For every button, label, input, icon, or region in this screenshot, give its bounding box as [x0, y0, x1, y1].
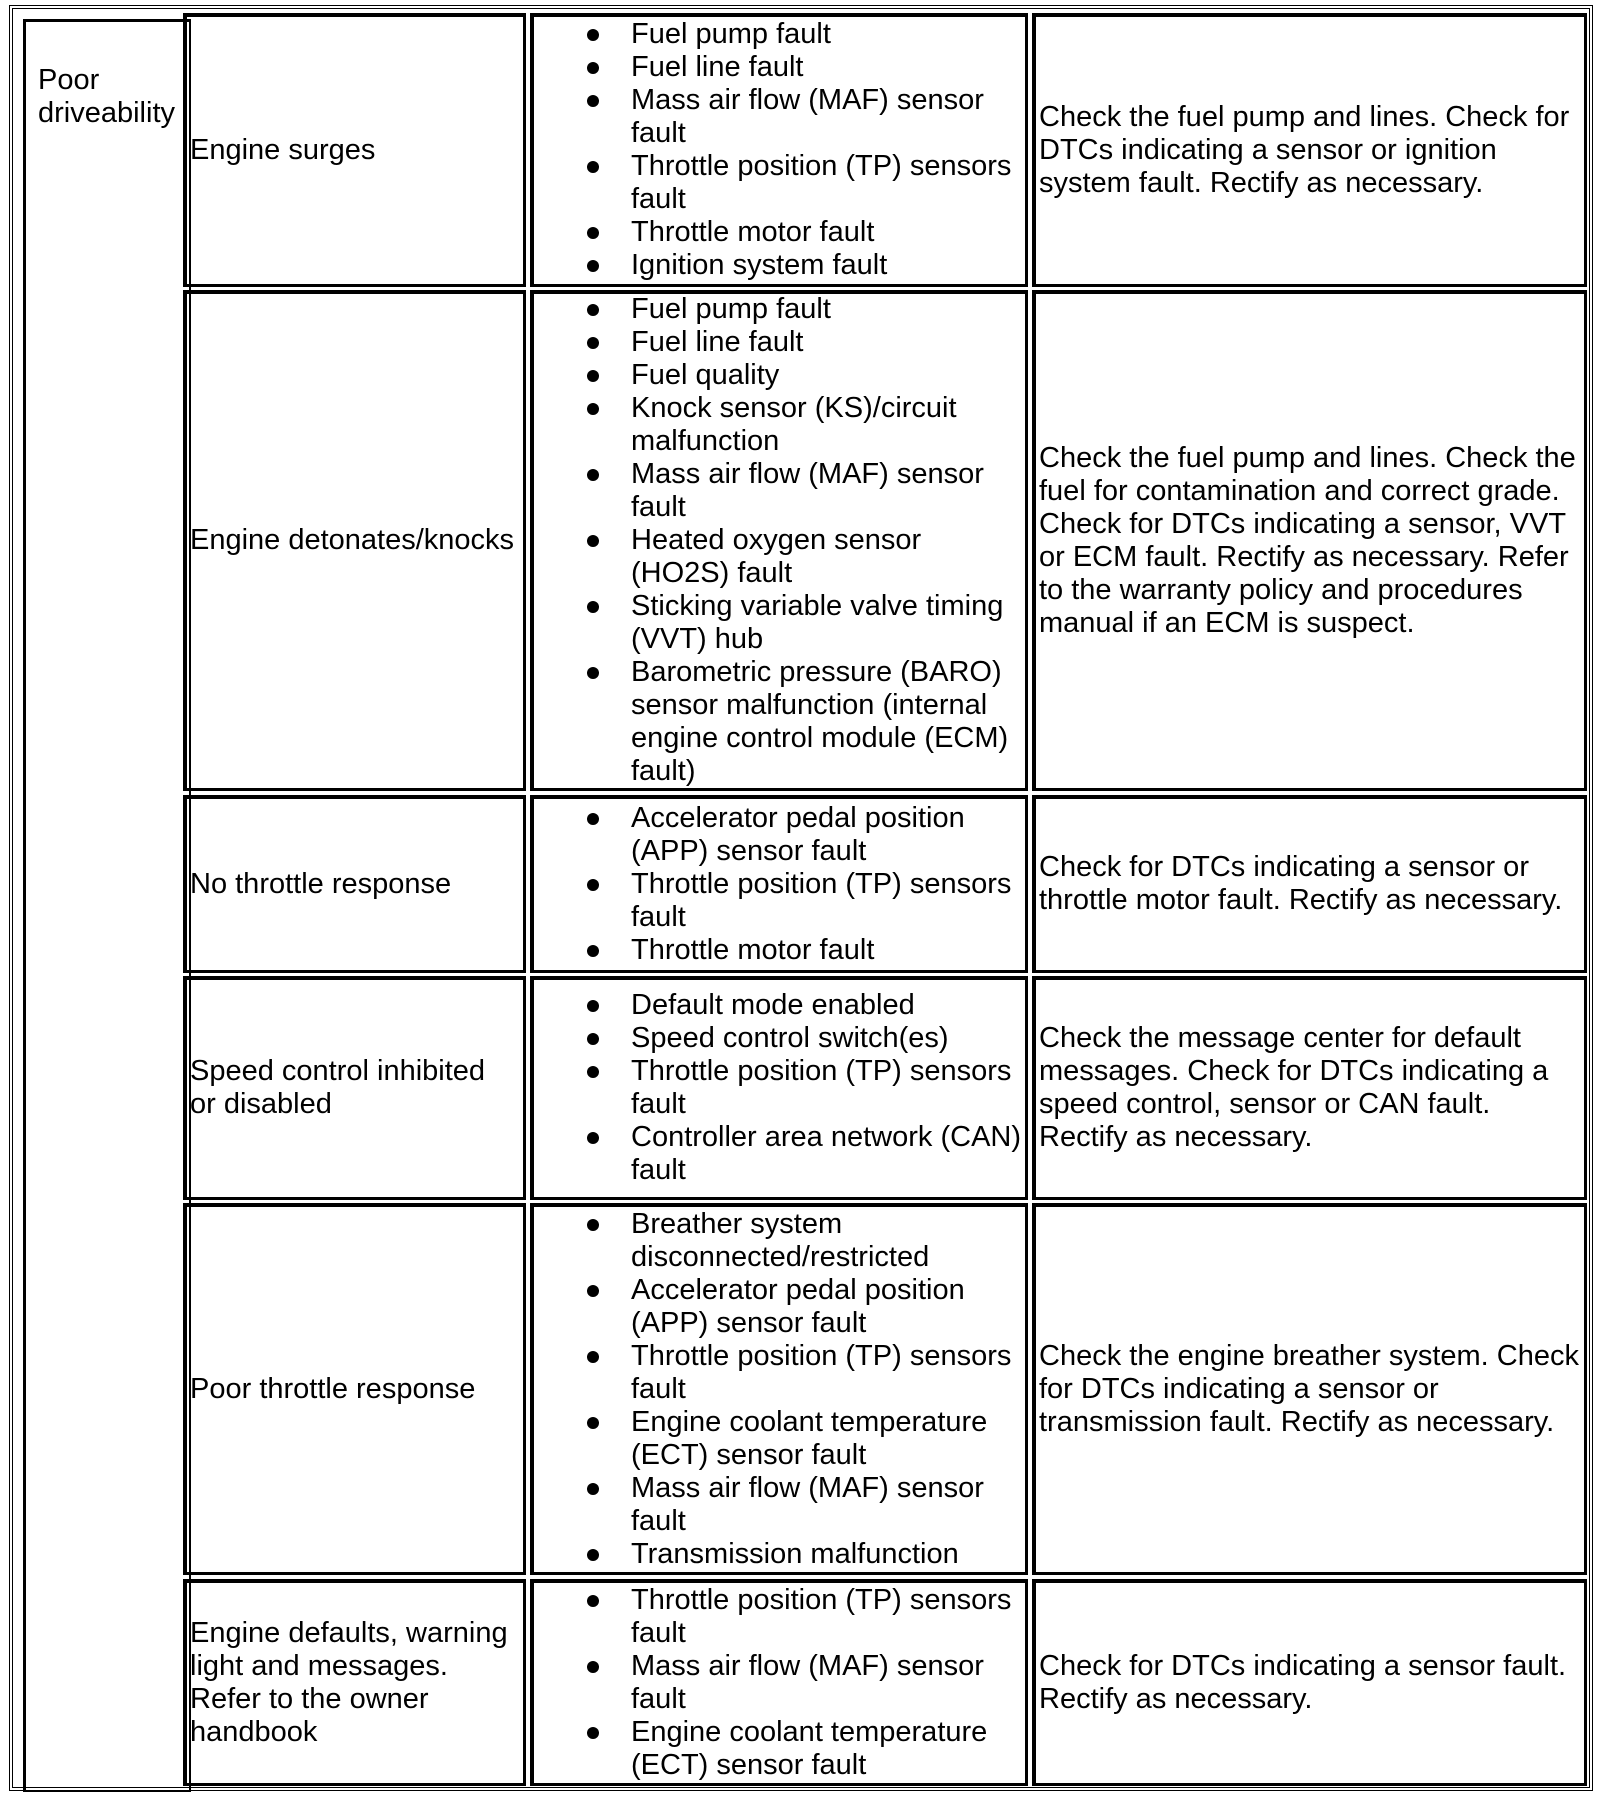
symptom-cell: [183, 1579, 526, 1786]
action-cell: [1032, 290, 1587, 791]
causes-cell: [530, 13, 1028, 287]
list-item: Throttle motor fault: [631, 216, 1025, 249]
list-item: Transmission malfunction: [631, 1538, 1025, 1571]
action-cell: [1032, 976, 1587, 1200]
list-item: Throttle position (TP) sensors fault: [631, 150, 1025, 216]
causes-cell: [530, 1203, 1028, 1575]
symptom-cell: [183, 1203, 526, 1575]
list-item: Fuel pump fault: [631, 18, 1025, 51]
symptom-text: Engine defaults, warning light and messages. Refer to the owner handbook: [190, 1616, 508, 1748]
causes-cell: [530, 290, 1028, 791]
list-item: Breather system disconnected/restricted: [631, 1208, 1025, 1274]
causes-list: [533, 1584, 1025, 1782]
list-item: Default mode enabled: [631, 989, 1025, 1022]
list-item: Controller area network (CAN) fault: [631, 1121, 1025, 1187]
causes-cell: [530, 976, 1028, 1200]
list-item: Mass air flow (MAF) sensor fault: [631, 1472, 1025, 1538]
symptom-text: No throttle response: [190, 867, 452, 900]
list-item: Ignition system fault: [631, 249, 1025, 282]
action-text: Check for DTCs indicating a sensor fault. Rectify as necessary.: [1039, 1649, 1567, 1715]
action-text: Check for DTCs indicating a sensor or throttle motor fault. Rectify as necessary.: [1039, 851, 1563, 916]
list-item: Throttle motor fault: [631, 934, 1025, 967]
symptom-text: Engine surges: [190, 133, 376, 166]
list-item: Throttle position (TP) sensors fault: [631, 868, 1025, 934]
list-item: Knock sensor (KS)/circuit malfunction: [631, 392, 1025, 458]
symptom-cell: [183, 976, 526, 1200]
list-item: Accelerator pedal position (APP) sensor fault: [631, 802, 1025, 868]
causes-list: [533, 293, 1025, 788]
list-item: Barometric pressure (BARO) sensor malfunction (internal engine control module (ECM) fault): [631, 656, 1025, 788]
symptom-text: Speed control inhibited or disabled: [190, 1055, 486, 1120]
list-item: Engine coolant temperature (ECT) sensor fault: [631, 1716, 1025, 1782]
list-item: Accelerator pedal position (APP) sensor fault: [631, 1274, 1025, 1340]
list-item: Sticking variable valve timing (VVT) hub: [631, 590, 1025, 656]
action-text: Check the message center for default messages. Check for DTCs indicating a speed control, sensor or CAN fault. Rectify as necessary.: [1039, 1022, 1549, 1153]
category-label: Poor driveability: [38, 64, 175, 129]
action-text: Check the fuel pump and lines. Check the fuel for contamination and correct grade. Check for DTCs indicating a sensor, VVT or ECM fault. Rectify as necessary. Refer to the warranty policy and procedures manual if an ECM is suspect.: [1039, 441, 1576, 639]
causes-list: [533, 989, 1025, 1187]
symptom-cell: [183, 795, 526, 973]
list-item: Mass air flow (MAF) sensor fault: [631, 1650, 1025, 1716]
action-cell: [1032, 1203, 1587, 1575]
action-text: Check the fuel pump and lines. Check for DTCs indicating a sensor or ignition system fault. Rectify as necessary.: [1039, 100, 1570, 199]
action-cell: [1032, 795, 1587, 973]
list-item: Throttle position (TP) sensors fault: [631, 1340, 1025, 1406]
action-cell: [1032, 1579, 1587, 1786]
list-item: Mass air flow (MAF) sensor fault: [631, 84, 1025, 150]
causes-list: [533, 1208, 1025, 1571]
list-item: Throttle position (TP) sensors fault: [631, 1584, 1025, 1650]
list-item: Fuel line fault: [631, 326, 1025, 359]
symptom-text: Engine detonates/knocks: [190, 524, 515, 556]
causes-list: [533, 18, 1025, 282]
causes-cell: [530, 795, 1028, 973]
category-cell: [23, 19, 191, 1792]
list-item: Fuel quality: [631, 359, 1025, 392]
symptom-cell: [183, 13, 526, 287]
list-item: Fuel pump fault: [631, 293, 1025, 326]
list-item: Engine coolant temperature (ECT) sensor fault: [631, 1406, 1025, 1472]
action-text: Check the engine breather system. Check for DTCs indicating a sensor or transmission fault. Rectify as necessary.: [1039, 1339, 1579, 1438]
list-item: Heated oxygen sensor (HO2S) fault: [631, 524, 1025, 590]
list-item: Speed control switch(es): [631, 1022, 1025, 1055]
symptom-cell: [183, 290, 526, 791]
list-item: Fuel line fault: [631, 51, 1025, 84]
causes-list: [533, 802, 1025, 967]
list-item: Throttle position (TP) sensors fault: [631, 1055, 1025, 1121]
list-item: Mass air flow (MAF) sensor fault: [631, 458, 1025, 524]
causes-cell: [530, 1579, 1028, 1786]
action-cell: [1032, 13, 1587, 287]
symptom-text: Poor throttle response: [190, 1372, 476, 1405]
